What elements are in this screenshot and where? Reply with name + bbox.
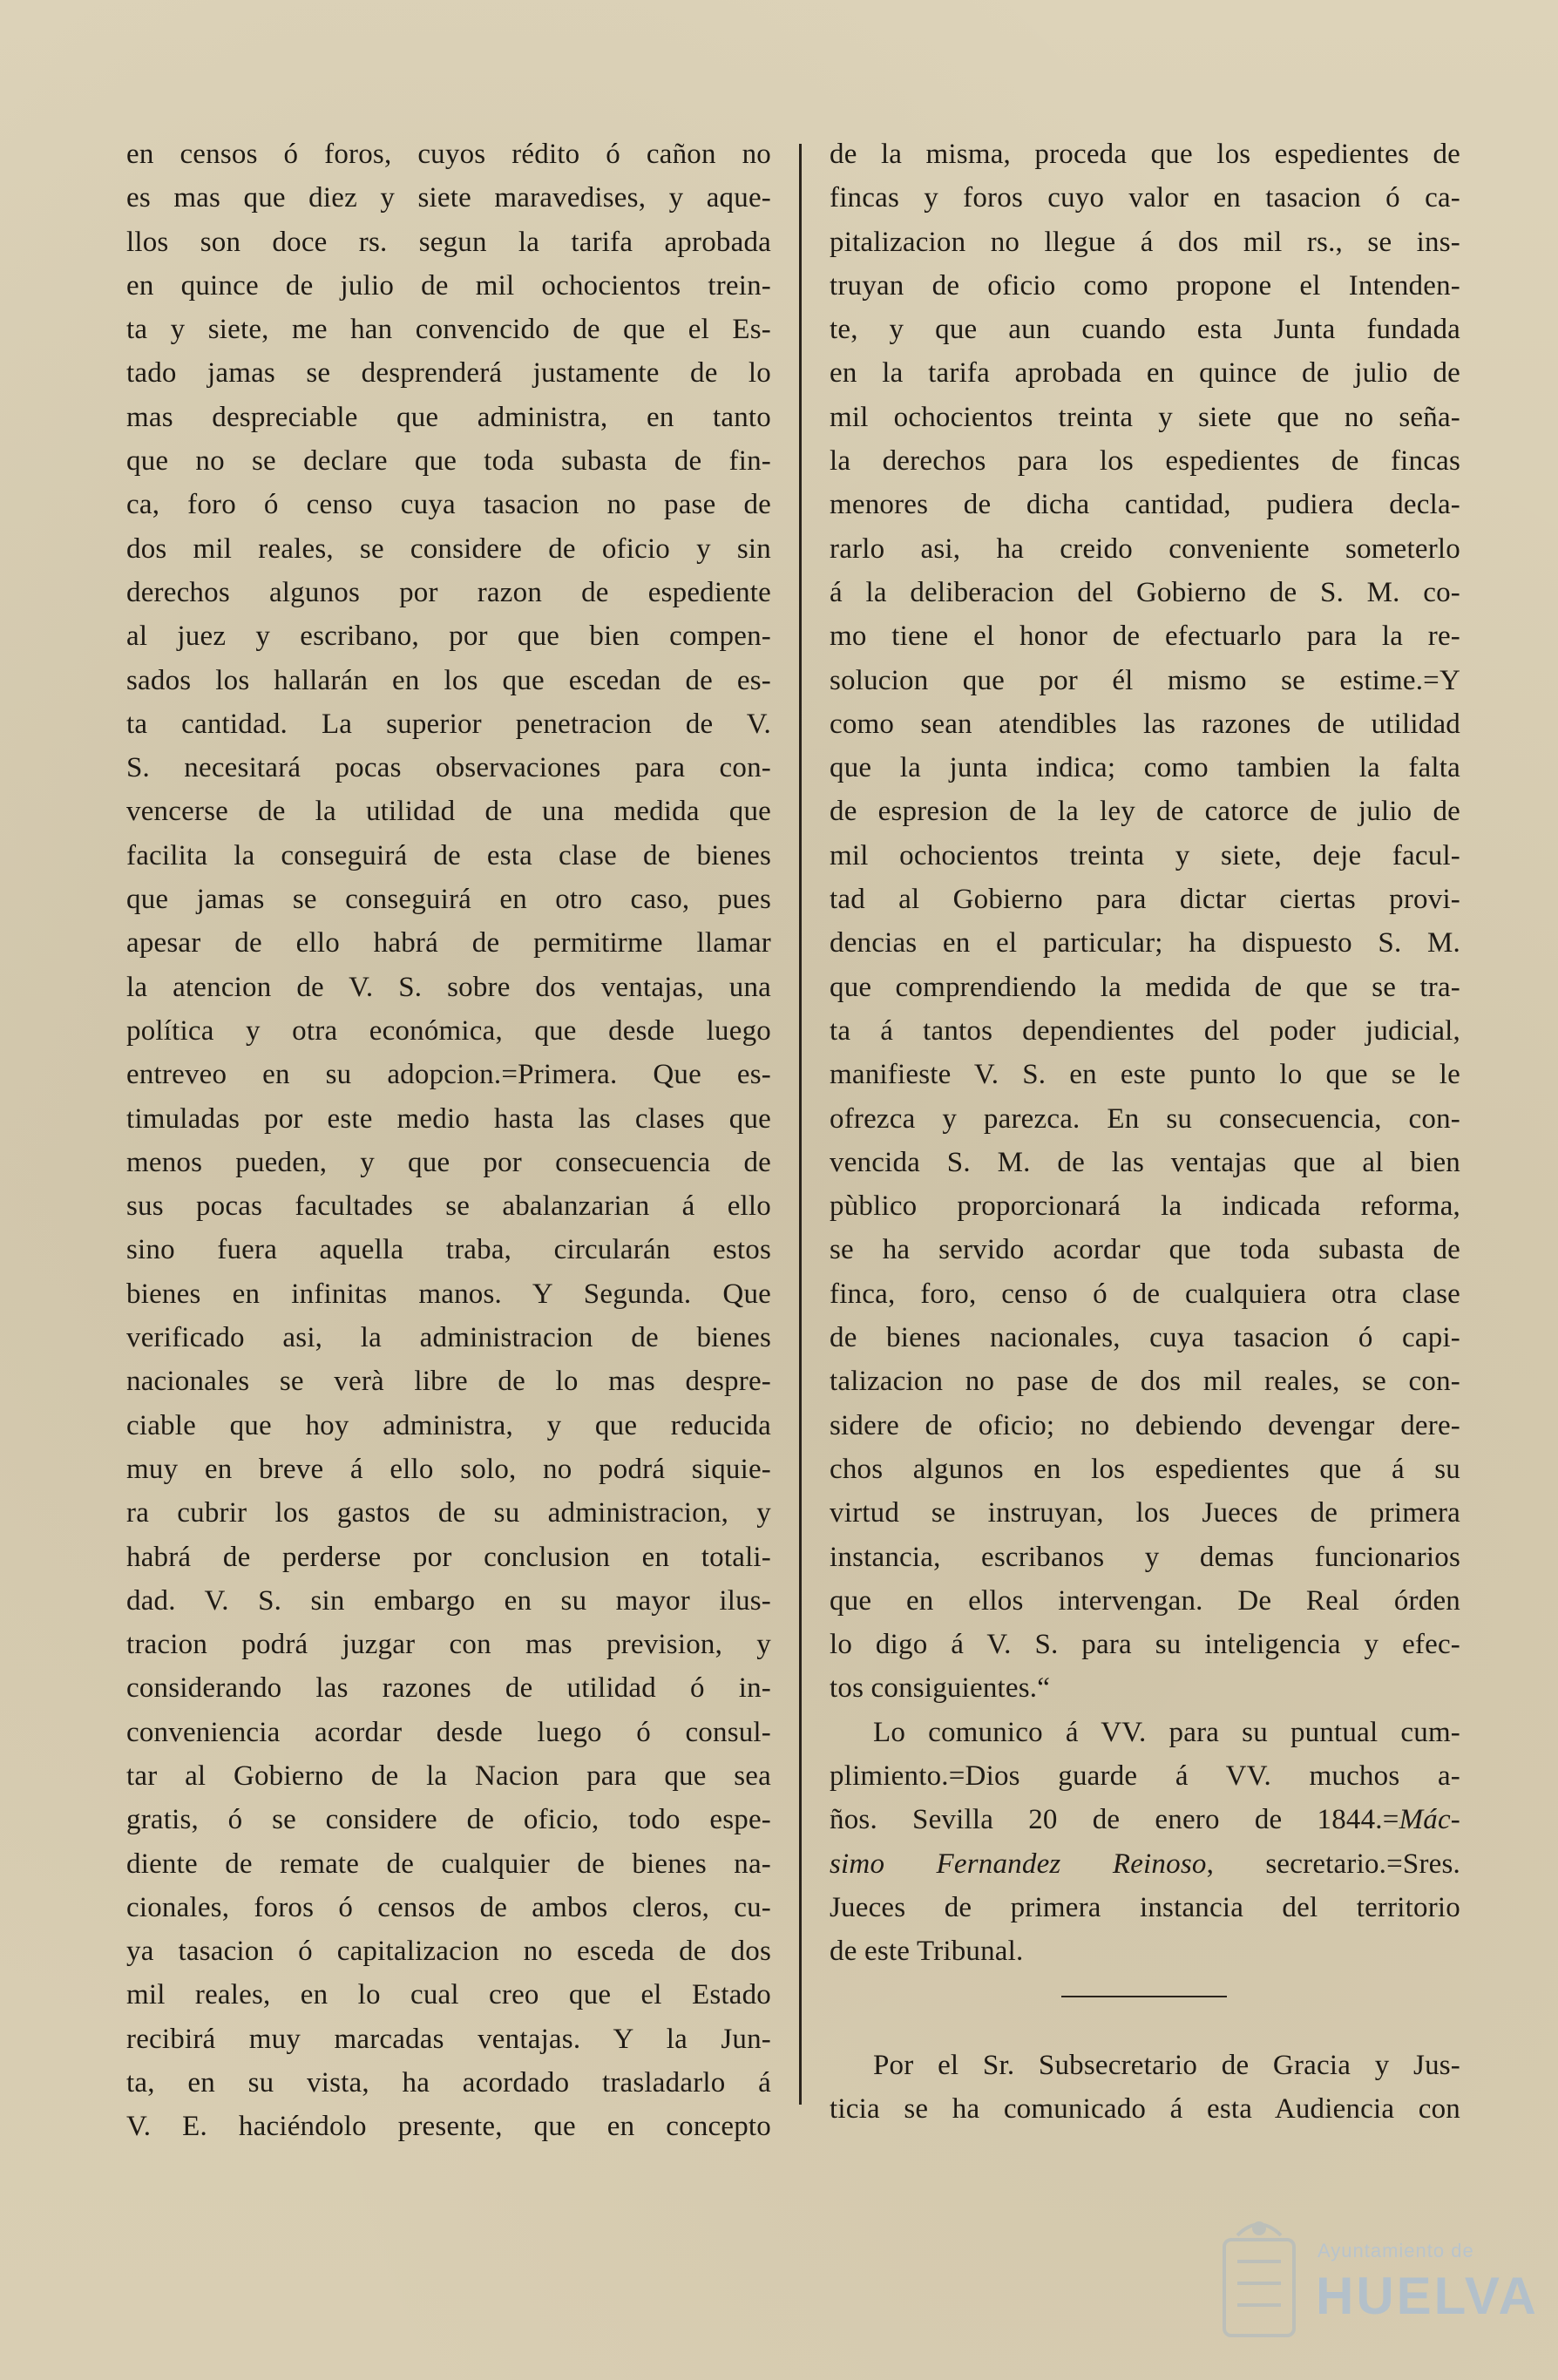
next-section <box>830 2044 1460 2132</box>
text-line: que no se declare que toda subasta de fin- <box>126 445 771 478</box>
text-line: dad. V. S. sin embargo en su mayor ilus- <box>126 1584 771 1617</box>
text-line: recibirá muy marcadas ventajas. Y la Jun- <box>126 2023 771 2055</box>
text-line: ciable que hoy administra, y que reducida <box>126 1409 771 1441</box>
text-line: á la deliberacion del Gobierno de S. M. co- <box>830 576 1460 608</box>
text-line: rarlo asi, ha creido conveniente someterlo <box>830 532 1460 565</box>
text-line: S. necesitará pocas observaciones para con- <box>126 752 771 784</box>
text-line: ta, en su vista, ha acordado trasladarlo á <box>126 2067 771 2099</box>
text-line: en quince de julio de mil ochocientos trein- <box>126 269 771 302</box>
text-line: de bienes nacionales, cuya tasacion ó capi- <box>830 1322 1460 1354</box>
text-line: al juez y escribano, por que bien compen- <box>126 620 771 653</box>
text-line: nacionales se verà libre de lo mas despre- <box>126 1366 771 1398</box>
next-section-line-2: ticia se ha comunicado á esta Audiencia con <box>830 2093 1460 2126</box>
text-line: ca, foro ó censo cuya tasacion no pase de <box>126 489 771 521</box>
closing-line-1: Lo comunico á VV. para su puntual cum- <box>873 1716 1460 1748</box>
text-line: que en ellos intervengan. De Real órden <box>830 1584 1460 1617</box>
section-separator <box>1061 1996 1227 1997</box>
text-line: que la junta indica; como tambien la falta <box>830 752 1460 784</box>
text-line: dos mil reales, se considere de oficio y sin <box>126 532 771 565</box>
closing-line-4: simo Fernandez Reinoso, secretario.=Sres. <box>830 1848 1460 1880</box>
closing-line-3: ños. Sevilla 20 de enero de 1844.=Mác- <box>830 1804 1460 1836</box>
text-line: chos algunos en los espedientes que á su <box>830 1453 1460 1485</box>
text-line: la atencion de V. S. sobre dos ventajas, una <box>126 971 771 1003</box>
text-line: tar al Gobierno de la Nacion para que sea <box>126 1760 771 1792</box>
right-column <box>830 132 1460 1973</box>
text-line: tos consiguientes.“ <box>830 1672 1051 1705</box>
text-line: vencida S. M. de las ventajas que al bien <box>830 1146 1460 1178</box>
text-line: de la misma, proceda que los espedientes de <box>830 139 1460 170</box>
text-line: lo digo á V. S. para su inteligencia y efec- <box>830 1629 1460 1661</box>
text-line: habrá de perderse por conclusion en totali- <box>126 1541 771 1573</box>
text-line: muy en breve á ello solo, no podrá siquie- <box>126 1453 771 1485</box>
text-line: conveniencia acordar desde luego ó consul- <box>126 1716 771 1748</box>
text-line: menos pueden, y que por consecuencia de <box>126 1146 771 1178</box>
text-line: cionales, foros ó censos de ambos cleros, cu- <box>126 1891 771 1923</box>
text-line: verificado asi, la administracion de bienes <box>126 1322 771 1354</box>
text-line: en la tarifa aprobada en quince de julio de <box>830 357 1460 390</box>
text-line: solucion que por él mismo se estime.=Y <box>830 664 1460 696</box>
text-line: bienes en infinitas manos. Y Segunda. Que <box>126 1278 771 1310</box>
text-line: virtud se instruyan, los Jueces de primera <box>830 1497 1460 1529</box>
text-line: en censos ó foros, cuyos rédito ó cañon no <box>126 139 771 170</box>
text-line: manifieste V. S. en este punto lo que se le <box>830 1059 1460 1091</box>
text-line: gratis, ó se considere de oficio, todo espe- <box>126 1804 771 1836</box>
text-line: ta y siete, me han convencido de que el Es- <box>126 314 771 346</box>
text-line: tracion podrá juzgar con mas prevision, y <box>126 1629 771 1661</box>
text-line: ta cantidad. La superior penetracion de V. <box>126 708 771 740</box>
text-line: te, y que aun cuando esta Junta fundada <box>830 314 1460 346</box>
text-line: mas despreciable que administra, en tanto <box>126 401 771 433</box>
text-line: tado jamas se desprenderá justamente de lo <box>126 357 771 390</box>
text-line: sino fuera aquella traba, circularán estos <box>126 1234 771 1266</box>
text-line: mo tiene el honor de efectuarlo para la re- <box>830 620 1460 653</box>
text-line: truyan de oficio como propone el Intenden- <box>830 269 1460 302</box>
text-line: sados los hallarán en los que escedan de es- <box>126 664 771 696</box>
text-line: finca, foro, censo ó de cualquiera otra clase <box>830 1278 1460 1310</box>
watermark-big-text: HUELVA <box>1316 2267 1539 2325</box>
next-section-line-1: Por el Sr. Subsecretario de Gracia y Jus- <box>873 2050 1460 2081</box>
text-line: mil ochocientos treinta y siete que no seña- <box>830 401 1460 433</box>
left-column <box>126 132 771 2149</box>
text-line: fincas y foros cuyo valor en tasacion ó ca- <box>830 182 1460 214</box>
text-line: menores de dicha cantidad, pudiera decla- <box>830 489 1460 521</box>
text-line: vencerse de la utilidad de una medida que <box>126 796 771 828</box>
text-line: ofrezca y parezca. En su consecuencia, con- <box>830 1102 1460 1135</box>
text-line: diente de remate de cualquier de bienes na- <box>126 1848 771 1880</box>
closing-line-6: de este Tribunal. <box>830 1936 1024 1968</box>
column-divider <box>799 144 802 2105</box>
text-line: sidere de oficio; no debiendo devengar dere- <box>830 1409 1460 1441</box>
text-line: derechos algunos por razon de espediente <box>126 576 771 608</box>
text-line: instancia, escribanos y demas funcionarios <box>830 1541 1460 1573</box>
text-line: política y otra económica, que desde luego <box>126 1014 771 1047</box>
text-line: V. E. haciéndolo presente, que en concepto <box>126 2111 771 2143</box>
text-line: llos son doce rs. segun la tarifa aprobada <box>126 226 771 258</box>
text-line: apesar de ello habrá de permitirme llamar <box>126 927 771 959</box>
text-line: talizacion no pase de dos mil reales, se con- <box>830 1366 1460 1398</box>
text-line: ra cubrir los gastos de su administracion, y <box>126 1497 771 1529</box>
watermark-small-text: Ayuntamiento de <box>1318 2240 1474 2261</box>
text-line: dencias en el particular; ha dispuesto S. M. <box>830 927 1460 959</box>
text-line: de espresion de la ley de catorce de julio de <box>830 796 1460 828</box>
text-line: timuladas por este medio hasta las clases que <box>126 1102 771 1135</box>
text-line: mil reales, en lo cual creo que el Estado <box>126 1979 771 2011</box>
text-line: que jamas se conseguirá en otro caso, pues <box>126 884 771 916</box>
text-line: considerando las razones de utilidad ó in- <box>126 1672 771 1705</box>
text-line: pùblico proporcionará la indicada reforma, <box>830 1190 1460 1223</box>
closing-line-5: Jueces de primera instancia del territorio <box>830 1891 1460 1923</box>
closing-line-2: plimiento.=Dios guarde á VV. muchos a- <box>830 1760 1460 1792</box>
text-line: pitalizacion no llegue á dos mil rs., se ins- <box>830 226 1460 258</box>
text-line: ya tasacion ó capitalizacion no esceda de dos <box>126 1936 771 1968</box>
text-line: como sean atendibles las razones de utilidad <box>830 708 1460 740</box>
text-line: sus pocas facultades se abalanzarian á ello <box>126 1190 771 1223</box>
text-line: que comprendiendo la medida de que se tra- <box>830 971 1460 1003</box>
text-line: entreveo en su adopcion.=Primera. Que es- <box>126 1059 771 1091</box>
text-line: se ha servido acordar que toda subasta de <box>830 1234 1460 1266</box>
text-line: ta á tantos dependientes del poder judicial, <box>830 1014 1460 1047</box>
text-line: es mas que diez y siete maravedises, y aque- <box>126 182 771 214</box>
text-line: mil ochocientos treinta y siete, deje facul- <box>830 839 1460 871</box>
text-line: tad al Gobierno para dictar ciertas provi- <box>830 884 1460 916</box>
text-line: facilita la conseguirá de esta clase de bienes <box>126 839 771 871</box>
text-line: la derechos para los espedientes de fincas <box>830 445 1460 478</box>
